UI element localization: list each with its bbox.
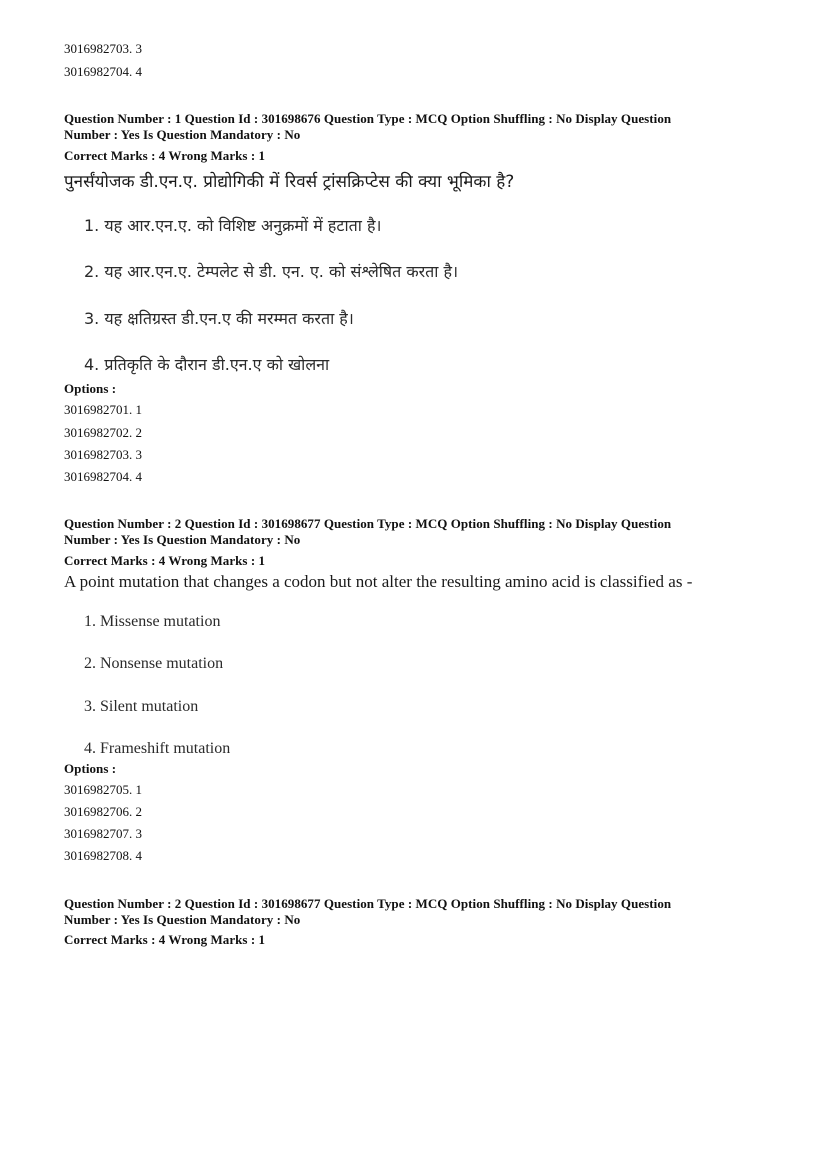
q2-question-text: A point mutation that changes a codon but not alter the resulting amino acid is classified as - (64, 572, 693, 591)
q2-choice-4: 4. Frameshift mutation (84, 740, 231, 757)
option-id: 3016982701 (64, 402, 129, 417)
q2-option-1: 3016982705. 1 (64, 782, 142, 797)
option-value: 2 (135, 425, 142, 440)
q2-choice-1: 1. Missense mutation (84, 613, 221, 630)
q2-marks: Correct Marks : 4 Wrong Marks : 1 (64, 553, 266, 568)
q1-option-2: 3016982702. 2 (64, 425, 142, 440)
q1-choice-4: 4. प्रतिकृति के दौरान डी.एन.ए को खोलना (84, 355, 330, 374)
q2-header-line1: Question Number : 2 Question Id : 301698677 Question Type : MCQ Option Shuffling : No Display Question (64, 516, 672, 531)
q1-header-line1: Question Number : 1 Question Id : 301698676 Question Type : MCQ Option Shuffling : No Display Question (64, 111, 672, 126)
top-option-4: 3016982704. 4 (64, 64, 142, 79)
q1-option-4: 3016982704. 4 (64, 469, 142, 484)
option-id: 3016982705 (64, 782, 129, 797)
option-id: 3016982708 (64, 848, 129, 863)
q3-header-line1: Question Number : 2 Question Id : 301698677 Question Type : MCQ Option Shuffling : No Display Question (64, 896, 672, 911)
q1-header-line2: Number : Yes Is Question Mandatory : No (64, 127, 301, 142)
option-value: 2 (135, 804, 142, 819)
q2-option-3: 3016982707. 3 (64, 826, 142, 841)
q1-option-1: 3016982701. 1 (64, 402, 142, 417)
option-value: 3 (135, 41, 142, 56)
option-value: 1 (135, 782, 142, 797)
q2-option-4: 3016982708. 4 (64, 848, 142, 863)
q1-options-label: Options : (64, 381, 117, 396)
option-id: 3016982704 (64, 469, 129, 484)
q2-header-line2: Number : Yes Is Question Mandatory : No (64, 532, 301, 547)
q1-question-text: पुनर्संयोजक डी.एन.ए. प्रोद्योगिकी में रिवर्स ट्रांसक्रिप्टेस की क्या भूमिका है? (64, 172, 515, 192)
q1-choice-1: 1. यह आर.एन.ए. को विशिष्ट अनुक्रमों में हटाता है। (84, 216, 382, 235)
option-value: 4 (135, 848, 142, 863)
top-option-3: 3016982703. 3 (64, 41, 142, 56)
q3-header-line2: Number : Yes Is Question Mandatory : No (64, 912, 301, 927)
option-id: 3016982703 (64, 447, 129, 462)
q1-option-3: 3016982703. 3 (64, 447, 142, 462)
option-value: 3 (135, 826, 142, 841)
q2-choice-3: 3. Silent mutation (84, 698, 199, 715)
option-id: 3016982707 (64, 826, 129, 841)
option-value: 3 (135, 447, 142, 462)
option-value: 4 (135, 64, 142, 79)
q1-marks: Correct Marks : 4 Wrong Marks : 1 (64, 148, 266, 163)
option-id: 3016982704 (64, 64, 129, 79)
q1-choice-2: 2. यह आर.एन.ए. टेम्पलेट से डी. एन. ए. को संश्लेषित करता है। (84, 262, 459, 281)
option-value: 4 (135, 469, 142, 484)
q3-marks: Correct Marks : 4 Wrong Marks : 1 (64, 932, 266, 947)
option-id: 3016982706 (64, 804, 129, 819)
q1-choice-3: 3. यह क्षतिग्रस्त डी.एन.ए की मरम्मत करता है। (84, 309, 354, 328)
option-value: 1 (135, 402, 142, 417)
q2-option-2: 3016982706. 2 (64, 804, 142, 819)
q2-options-label: Options : (64, 761, 117, 776)
q2-choice-2: 2. Nonsense mutation (84, 655, 224, 672)
option-id: 3016982702 (64, 425, 129, 440)
option-id: 3016982703 (64, 41, 129, 56)
